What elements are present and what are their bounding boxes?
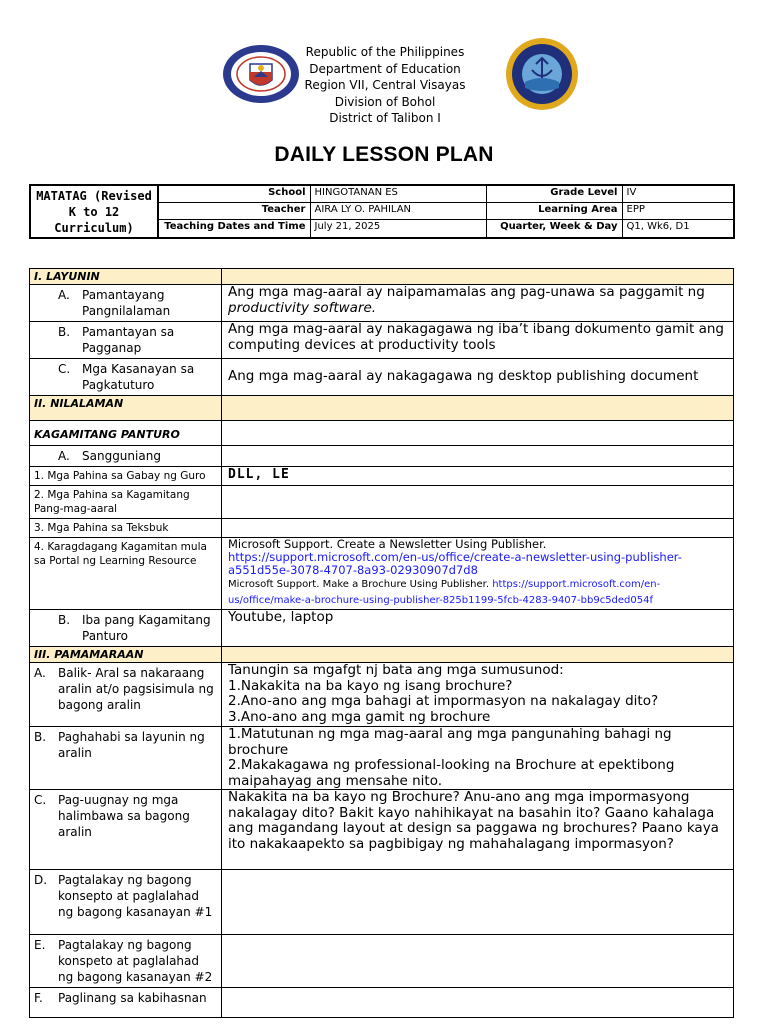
- r1-value: DLL, LE: [228, 467, 290, 482]
- header-lines: [300, 44, 470, 127]
- document-title: DAILY LESSON PLAN: [274, 143, 494, 166]
- layunin-c-cell: [30, 359, 222, 396]
- section-pamamaraan: III. PAMAMARAAN: [30, 647, 222, 663]
- pamamaraan-d-cell: [30, 870, 222, 935]
- pamamaraan-c-label: Pag-uugnay ng mga halimbawa sa bagong aralin: [58, 793, 190, 839]
- layunin-b-label: Pamantayan sa Pagganap: [82, 325, 175, 355]
- r4-ref2-block: [228, 577, 727, 609]
- kagamitan-b-label: Iba pang Kagamitang Panturo: [82, 613, 211, 643]
- pamamaraan-d-label: Pagtalakay ng bagong konsepto at paglalahad ng bagong kasanayan #1: [58, 873, 213, 919]
- kagamitan-b-value: Youtube, laptop: [222, 610, 734, 647]
- pamamaraan-b-label: Paghahabi sa layunin ng aralin: [58, 730, 205, 760]
- pamamaraan-f-label: Paglinang sa kabihasnan: [58, 991, 207, 1005]
- r4-label: 4. Karagdagang Kagamitan mula sa Portal ng Learning Resource: [30, 538, 222, 610]
- r4-ref2: Microsoft Support. Make a Brochure Using Publisher.: [228, 579, 493, 590]
- pamamaraan-e-label: Pagtalakay ng bagong konspeto at paglalahad ng bagong kasanayan #2: [58, 938, 213, 984]
- pamamaraan-a-line-4: 3.Ano-ano ang mga gamit ng brochure: [228, 708, 491, 725]
- section-nilalaman: II. NILALAMAN: [30, 396, 222, 421]
- kagamitan-a-letter: A.: [58, 449, 70, 463]
- layunin-b-text: Ang mga mag-aaral ay nakagagawa ng iba’t ibang dokumento gamit ang computing devices at productivity tools: [222, 322, 734, 359]
- pamamaraan-f-cell: [30, 988, 222, 1018]
- r2-label: 2. Mga Pahina sa Kagamitang Pang-mag-aaral: [30, 486, 222, 519]
- r2-value: [222, 486, 734, 519]
- header-line-division: Division of Bohol: [334, 94, 436, 109]
- pamamaraan-e-text: [222, 935, 734, 988]
- pamamaraan-a-line-1: Tanungin sa mgafgt nj bata ang mga sumusunod:: [228, 662, 564, 678]
- grade-level-value: IV: [622, 185, 734, 202]
- layunin-b-letter: B.: [58, 325, 71, 339]
- school-label: School: [158, 185, 310, 202]
- kagamitan-b-cell: [30, 610, 222, 647]
- layunin-a-label: Pamantayang Pangnilalaman: [82, 288, 171, 318]
- r4-ref1: Microsoft Support. Create a Newsletter Using Publisher.: [228, 537, 547, 551]
- header-line-region: Region VII, Central Visayas: [304, 78, 466, 93]
- header-line-deped: Department of Education: [309, 61, 461, 76]
- pamamaraan-e-letter: E.: [34, 938, 46, 952]
- pamamaraan-c-letter: C.: [34, 793, 47, 807]
- section-layunin-fill: [222, 269, 734, 285]
- quarter-value: Q1, Wk6, D1: [622, 219, 734, 238]
- pamamaraan-b-line-1: 1.Matutunan ng mga mag-aaral ang mga pangunahing bahagi ng brochure: [228, 726, 672, 758]
- pamamaraan-f-text: [222, 988, 734, 1018]
- matatag-label: MATATAG (Revised K to 12 Curriculum): [30, 185, 158, 238]
- pamamaraan-d-text: [222, 870, 734, 935]
- pamamaraan-a-cell: [30, 663, 222, 727]
- school-seal-logo: [505, 38, 579, 110]
- layunin-a-cell: [30, 285, 222, 322]
- r4-references: [222, 538, 734, 610]
- kagamitan-heading-cell: [30, 421, 222, 446]
- layunin-a-text-italic: productivity software.: [228, 299, 377, 316]
- layunin-c-label: Mga Kasanayan sa Pagkatuturo: [82, 362, 195, 392]
- r3-label: 3. Mga Pahina sa Teksbuk: [30, 519, 222, 538]
- section-kagamitan: KAGAMITANG PANTURO: [34, 428, 180, 441]
- teaching-dates-label: Teaching Dates and Time: [158, 219, 310, 238]
- r1-label: 1. Mga Pahina sa Gabay ng Guro: [30, 467, 222, 486]
- layunin-c-letter: C.: [58, 362, 71, 376]
- teaching-dates-value: July 21, 2025: [310, 219, 486, 238]
- layunin-a-letter: A.: [58, 288, 70, 302]
- kagamitan-a-fill: [222, 446, 734, 467]
- section-pamamaraan-fill: [222, 647, 734, 663]
- pamamaraan-a-line-3: 2.Ano-ano ang mga bahagi at impormasyon na nakalagay dito?: [228, 693, 659, 709]
- kagamitan-a-label: Sangguniang: [82, 449, 161, 463]
- layunin-b-cell: [30, 322, 222, 359]
- section-layunin: I. LAYUNIN: [30, 269, 222, 285]
- section-nilalaman-fill: [222, 396, 734, 421]
- r1-value-cell: [222, 467, 734, 486]
- kagamitan-b-letter: B.: [58, 613, 71, 627]
- header-line-district: District of Talibon I: [329, 111, 441, 126]
- pamamaraan-e-cell: [30, 935, 222, 988]
- pamamaraan-f-letter: F.: [34, 991, 43, 1005]
- pamamaraan-b-line-2: 2.Makakagawa ng professional-looking na Brochure at epektibong maipahayag ang mensahe nito.: [228, 757, 675, 789]
- teacher-value: AIRA LY O. PAHILAN: [310, 202, 486, 219]
- learning-area-value: EPP: [622, 202, 734, 219]
- layunin-c-text: Ang mga mag-aaral ay nakagagawa ng desktop publishing document: [222, 359, 734, 396]
- pamamaraan-b-text: [222, 727, 734, 790]
- pamamaraan-a-letter: A.: [34, 666, 46, 680]
- pamamaraan-b-letter: B.: [34, 730, 47, 744]
- lesson-table: [29, 268, 734, 1018]
- layunin-a-text-main: Ang mga mag-aaral ay naipamamalas ang pag-unawa sa paggamit ng: [228, 284, 705, 300]
- school-value: HINGOTANAN ES: [310, 185, 486, 202]
- header-line-republic: Republic of the Philippines: [305, 45, 465, 59]
- layunin-a-text: [222, 285, 734, 322]
- info-table: [29, 184, 735, 239]
- pamamaraan-a-line-2: 1.Nakakita na ba kayo ng isang brochure?: [228, 677, 513, 694]
- teacher-label: Teacher: [158, 202, 310, 219]
- pamamaraan-d-letter: D.: [34, 873, 48, 887]
- r3-value: [222, 519, 734, 538]
- r4-url1[interactable]: https://support.microsoft.com/en-us/office/create-a-newsletter-using-publisher-a551d55e-3078-4707-8a93-02930907d7d8: [228, 550, 682, 577]
- deped-seal-logo: [222, 44, 300, 104]
- kagamitan-a-cell: [30, 446, 222, 467]
- grade-level-label: Grade Level: [486, 185, 622, 202]
- pamamaraan-a-text: [222, 663, 734, 727]
- pamamaraan-b-cell: [30, 727, 222, 790]
- quarter-label: Quarter, Week & Day: [486, 219, 622, 238]
- pamamaraan-a-label: Balik- Aral sa nakaraang aralin at/o pagsisimula ng bagong aralin: [58, 666, 214, 712]
- r4-url2[interactable]: https://support.microsoft.com/en-us/office/make-a-brochure-using-publisher-825b1199-5fcb-4283-9407-bb9c5ded054f: [228, 579, 661, 606]
- kagamitan-heading-fill: [222, 421, 734, 446]
- pamamaraan-c-cell: [30, 790, 222, 870]
- learning-area-label: Learning Area: [486, 202, 622, 219]
- pamamaraan-c-text: Nakakita na ba kayo ng Brochure? Anu-ano ang mga impormasyong nakalagay dito? Bakit kayo nahihikayat na basahin ito? Gaano kahalaga ang magandang layout at design sa paggawa ng brochures? Paano kaya ito nakakaapekto sa pagbibigay ng mahahalagang impormasyon?: [222, 790, 734, 870]
